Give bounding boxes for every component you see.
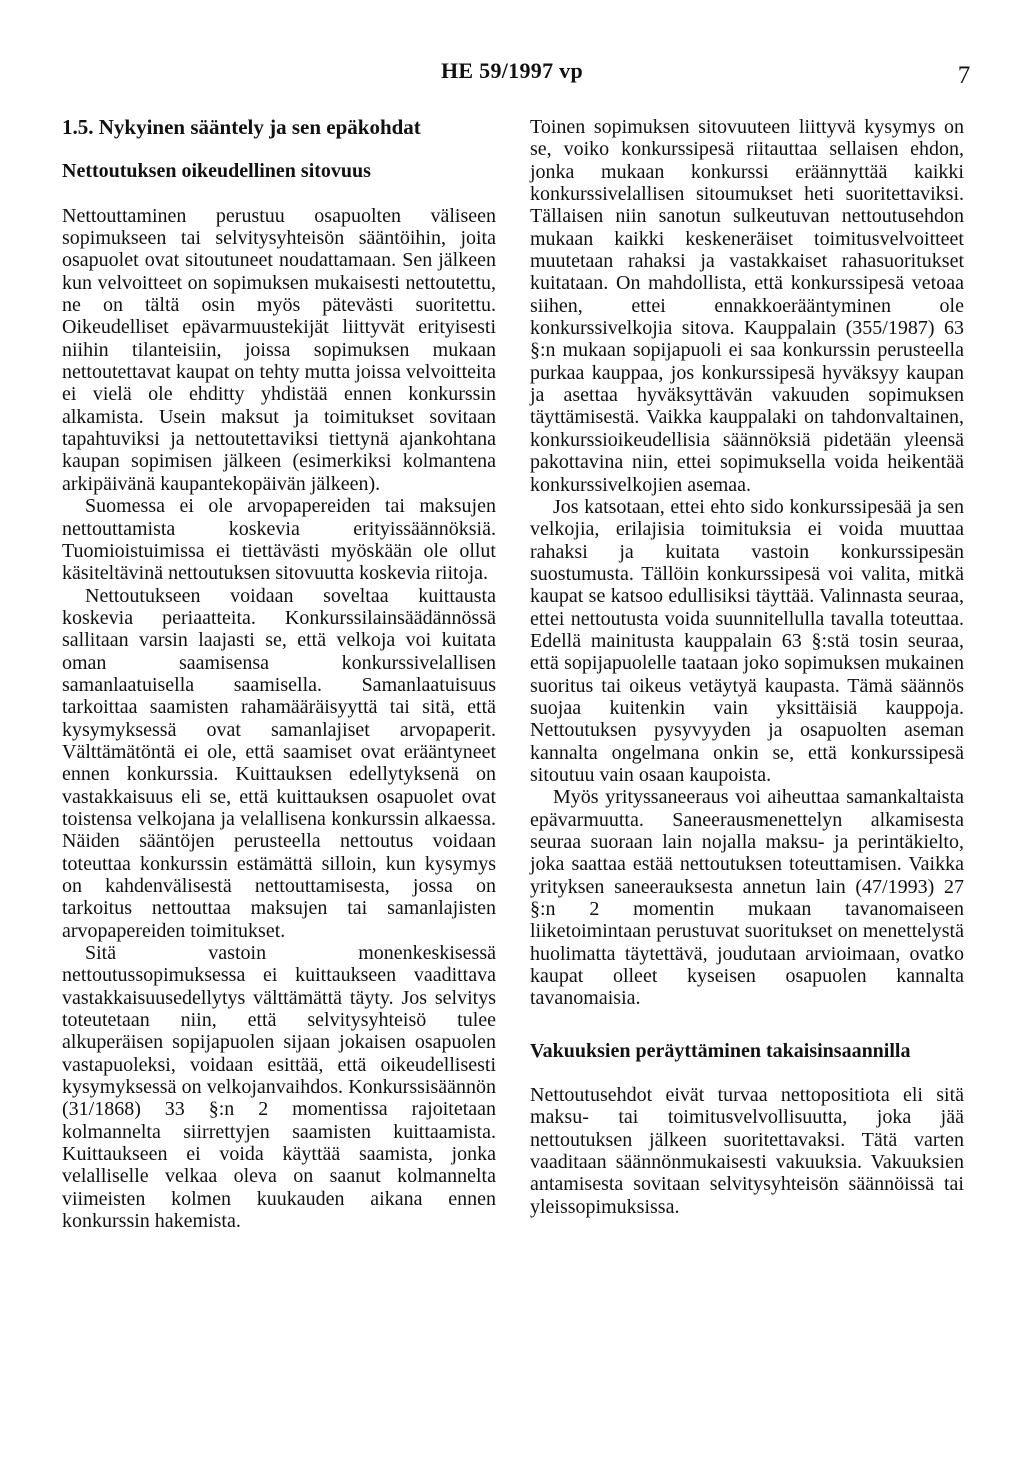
paragraph: Toinen sopimuksen sitovuuteen liittyvä kysymys on se, voiko konkurssipesä riitauttaa sellaisen ehdon, jonka mukaan konkurssi eräännyttää kaikki konkurssivelallisen sitoumukset heti suoritettaviksi. Tällaisen niin sanotun sulkeutuvan nettoutusehdon mukaan kaikki keskeneräiset toimitusvelvoitteet muutetaan rahaksi ja vastakkaiset rahasuoritukset kuitataan. On mahdollista, että konkurssipesä vetoaa siihen, ettei ennakkoerääntyminen ole konkurssivelkojia sitova. Kauppalain (355/1987) 63 §:n mukaan sopijapuoli ei saa konkurssin perusteella purkaa kauppaa, jos konkurssipesä hyväksyy kaupan ja asettaa hyväksyttävän vakuuden sopimuksen täyttämisestä. Vaikka kauppalaki on tahdonvaltainen, konkurssioikeudellisia säännöksiä pidetään yleensä pakottavina niin, ettei sopimuksella voida heikentää konkurssivelkojien asemaa. (530, 116, 964, 496)
subheading-collateral-recovery: Vakuuksien peräyttäminen takaisinsaannilla (530, 1039, 911, 1062)
section-heading: 1.5. Nykyinen sääntely ja sen epäkohdat (62, 115, 421, 139)
left-column (62, 116, 496, 1233)
paragraph: Nettoutukseen voidaan soveltaa kuittausta koskevia periaatteita. Konkurssilainsäädännössä sallitaan varsin laajasti se, että velkoja voi kuitata oman saamisensa konkurssivelallisen samanlaatuisella saamisella. Samanlaatuisuus tarkoittaa saamisten rahamääräisyyttä tai sitä, että kysymyksessä ovat samanlajiset arvopaperit. Välttämätöntä ei ole, että saamiset ovat erääntyneet ennen konkurssia. Kuittauksen edellytyksenä on vastakkaisuus eli se, että kuittauksen osapuolet ovat toistensa velkojana ja velallisena konkurssin alkaessa. Näiden sääntöjen perusteella nettoutus voidaan toteuttaa konkurssin estämättä silloin, kun kysymys on kahdenvälisestä nettouttamisesta, jossa on tarkoitus nettouttaa maksujen tai samanlajisten arvopapereiden toimitukset. (62, 584, 496, 942)
paragraph: Sitä vastoin monenkeskisessä nettoutussopimuksessa ei kuittaukseen vaadittava vastakkaisuusedellytys välttämättä täyty. Jos selvitys toteutetaan niin, että selvitysyhteisö tulee alkuperäisen sopijapuolen sijaan jokaisen osapuolen vastapuoleksi, voidaan esittää, että oikeudellisesti kysymyksessä on velkojanvaihdos. Konkurssisäännön (31/1868) 33 §:n 2 momentissa rajoitetaan kolmannelta siirrettyjen saamisten kuittaamista. Kuittaukseen ei voida käyttää saamista, jonka velalliselle velkaa oleva on saanut kolmannelta viimeisten kolmen kuukauden aikana ennen konkurssin hakemista. (62, 942, 496, 1233)
paragraph: Jos katsotaan, ettei ehto sido konkurssipesää ja sen velkojia, erilajisia toimituksia ei voida muuttaa rahaksi ja kuitata vastoin konkurssipesän suostumusta. Tällöin konkurssipesä voi valita, mitkä kaupat se katsoo edullisiksi täyttää. Valinnasta seuraa, ettei nettoutusta voida suunnitellulla tavalla toteuttaa. Edellä mainitusta kauppalain 63 §:stä tosin seuraa, että sopijapuolelle taataan joko sopimuksen mukainen suoritus tai oikeus vetäytyä kaupasta. Tämä säännös suojaa kuitenkin vain yksittäisiä kauppoja. Nettoutuksen pysyvyyden ja osapuolten aseman kannalta ongelmana onkin se, että konkurssipesä sitoutuu vain osaan kaupoista. (530, 495, 964, 786)
right-column (530, 116, 964, 1218)
paragraph: Myös yrityssaneeraus voi aiheuttaa samankaltaista epävarmuutta. Saneerausmenettelyn alkamisesta seuraa suoraan lain nojalla maksu- ja perintäkielto, joka saattaa estää nettoutuksen toteuttamisen. Vaikka yrityksen saneerauksesta annetun lain (47/1993) 27 §:n 2 momentin mukaan tavanomaiseen liiketoimintaan perustuvat suoritukset on menettelystä huolimatta täytettävä, joudutaan arvioimaan, ovatko kaupat olleet kyseisen osapuolen kannalta tavanomaisia. (530, 786, 964, 1010)
page-number: 7 (957, 62, 971, 89)
paragraph: Nettouttaminen perustuu osapuolten väliseen sopimukseen tai selvitysyhteisön sääntöihin, joita osapuolet ovat sitoutuneet noudattamaan. Sen jälkeen kun velvoitteet on sopimuksen mukaisesti nettoutettu, ne on tältä osin myös pätevästi suoritettu. Oikeudelliset epävarmuustekijät liittyvät erityisesti niihin tilanteisiin, joissa sopimuksen mukaan nettoutettavat kaupat on tehty mutta joissa velvoitteita ei vielä ole ehditty yhdistää ennen konkurssin alkamista. Usein maksut ja toimitukset sovitaan tapahtuviksi ja nettoutettaviksi tiettynä ajankohtana kaupan sopimisen jälkeen (esimerkiksi kolmantena arkipäivänä kaupantekopäivän jälkeen). (62, 204, 496, 495)
running-header (0, 56, 1024, 92)
document-id: HE 59/1997 vp (440, 58, 584, 83)
subheading-netting-binding: Nettoutuksen oikeudellinen sitovuus (62, 160, 371, 183)
paragraph: Suomessa ei ole arvopapereiden tai maksujen nettouttamista koskevia erityissäännöksiä. Tuomioistuimissa ei tiettävästi myöskään ole ollut käsiteltävinä nettoutuksen sitovuutta koskevia riitoja. (62, 495, 496, 585)
paragraph: Nettoutusehdot eivät turvaa nettopositiota eli sitä maksu- tai toimitusvelvollisuutta, joka jää nettoutuksen jälkeen suoritettavaksi. Tätä varten vaaditaan säännönmukaisesti vakuuksia. Vakuuksien antamisesta sovitaan selvitysyhteisön säännöissä tai yleissopimuksissa. (530, 1084, 964, 1218)
